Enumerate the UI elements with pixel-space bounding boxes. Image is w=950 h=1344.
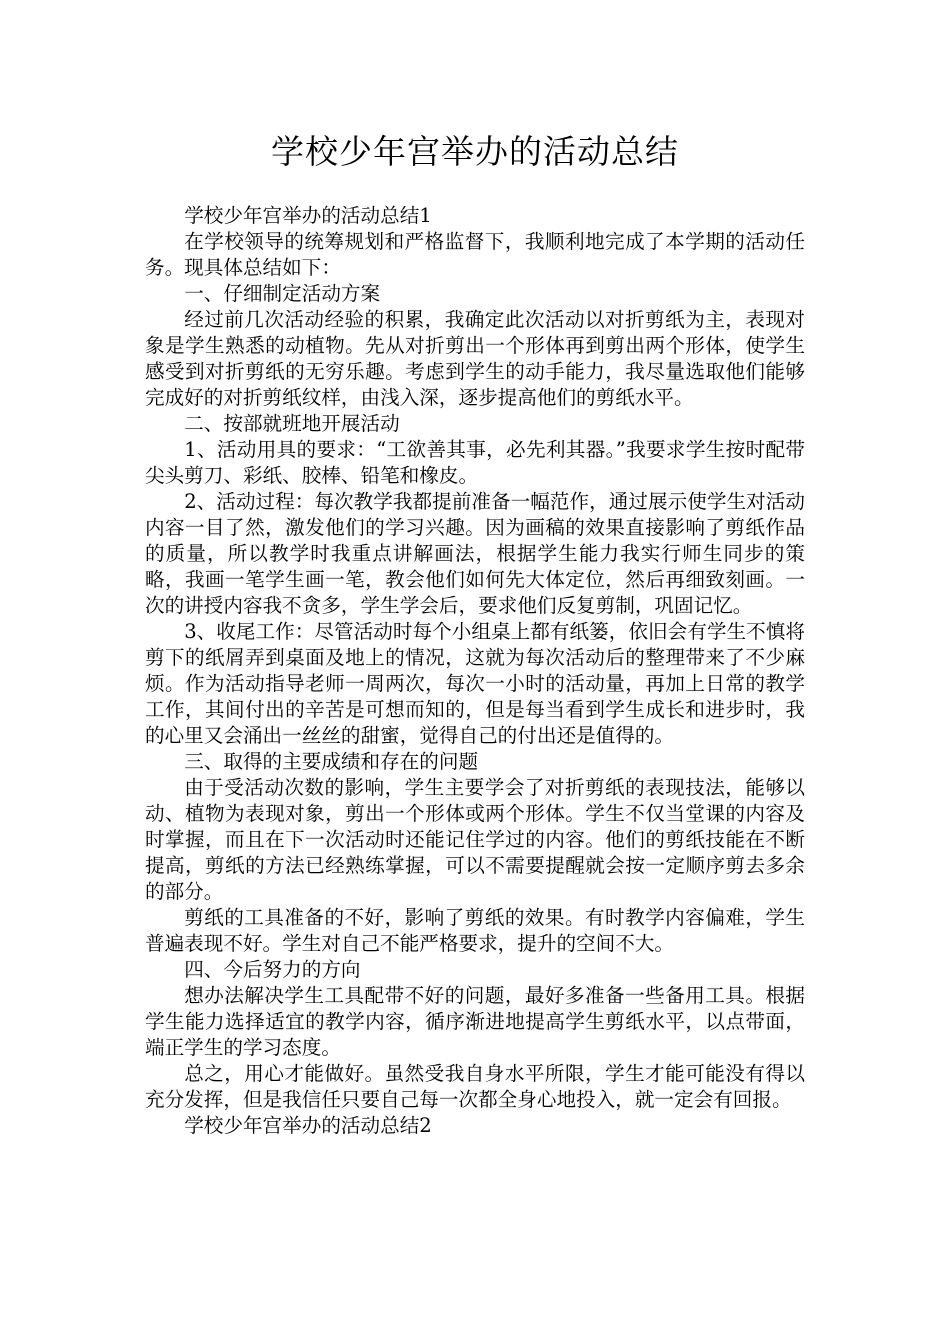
- subheading-plan: 一、仔细制定活动方案: [184, 282, 381, 305]
- document-title: 学校少年宫举办的活动总结: [271, 132, 679, 171]
- subheading-future: 四、今后努力的方向: [184, 958, 361, 981]
- paragraph-results: 由于受活动次数的影响，学生主要学会了对折剪纸的表现技法，能够以动、植物为表现对象，剪出一个形体或两个形体。学生不仅当堂课的内容及时掌握，而且在下一次活动时还能记住学过的内容。他们的剪纸技能在不断提高，剪纸的方法已经熟练掌握，可以不需要提醒就会按一定顺序剪去多余的部分。: [145, 776, 805, 903]
- paragraph-process: 2、活动过程：每次教学我都提前准备一幅范作，通过展示使学生对活动内容一目了然，激发他们的学习兴趣。因为画稿的效果直接影响了剪纸作品的质量，所以教学时我重点讲解画法，根据学生能力我实行师生同步的策略，我画一笔学生画一笔，教会他们如何先大体定位，然后再细致刻画。一次的讲授内容我不贪多，学生学会后，要求他们反复剪制，巩固记忆。: [145, 490, 805, 617]
- document-body: [145, 203, 805, 1139]
- paragraph-plan: 经过前几次活动经验的积累，我确定此次活动以对折剪纸为主，表现对象是学生熟悉的动植物。先从对折剪出一个形体再到剪出两个形体，使学生感受到对折剪纸的无穷乐趣。考虑到学生的动手能力，我尽量选取他们能够完成好的对折剪纸纹样，由浅入深，逐步提高他们的剪纸水平。: [145, 308, 805, 409]
- section-heading-2: 学校少年宫举办的活动总结2: [184, 1114, 432, 1137]
- paragraph-cleanup: 3、收尾工作：尽管活动时每个小组桌上都有纸篓，依旧会有学生不慎将剪下的纸屑弄到桌面及地上的情况，这就为每次活动后的整理带来了不少麻烦。作为活动指导老师一周两次，每次一小时的活动量，再加上日常的教学工作，其间付出的辛苦是可想而知的，但是每当看到学生成长和进步时，我的心里又会涌出一丝丝的甜蜜，觉得自己的付出还是值得的。: [145, 620, 805, 747]
- subheading-results: 三、取得的主要成绩和存在的问题: [184, 750, 479, 773]
- section-heading-1: 学校少年宫举办的活动总结1: [184, 204, 432, 227]
- paragraph-future: 想办法解决学生工具配带不好的问题，最好多准备一些备用工具。根据学生能力选择适宜的教学内容，循序渐进地提高学生剪纸水平，以点带面，端正学生的学习态度。: [145, 984, 805, 1059]
- paragraph-intro: 在学校领导的统筹规划和严格监督下，我顺利地完成了本学期的活动任务。现具体总结如下：: [145, 230, 805, 279]
- paragraph-problems: 剪纸的工具准备的不好，影响了剪纸的效果。有时教学内容偏难，学生普遍表现不好。学生对自己不能严格要求，提升的空间不大。: [145, 906, 805, 955]
- document-page: [145, 0, 805, 1139]
- paragraph-conclusion: 总之，用心才能做好。虽然受我自身水平所限，学生才能可能没有得以充分发挥，但是我信任只要自己每一次都全身心地投入，就一定会有回报。: [145, 1062, 805, 1111]
- paragraph-tools: 1、活动用具的要求：“工欲善其事，必先利其器。”我要求学生按时配带尖头剪刀、彩纸、胶棒、铅笔和橡皮。: [145, 438, 805, 487]
- subheading-activities: 二、按部就班地开展活动: [184, 412, 400, 435]
